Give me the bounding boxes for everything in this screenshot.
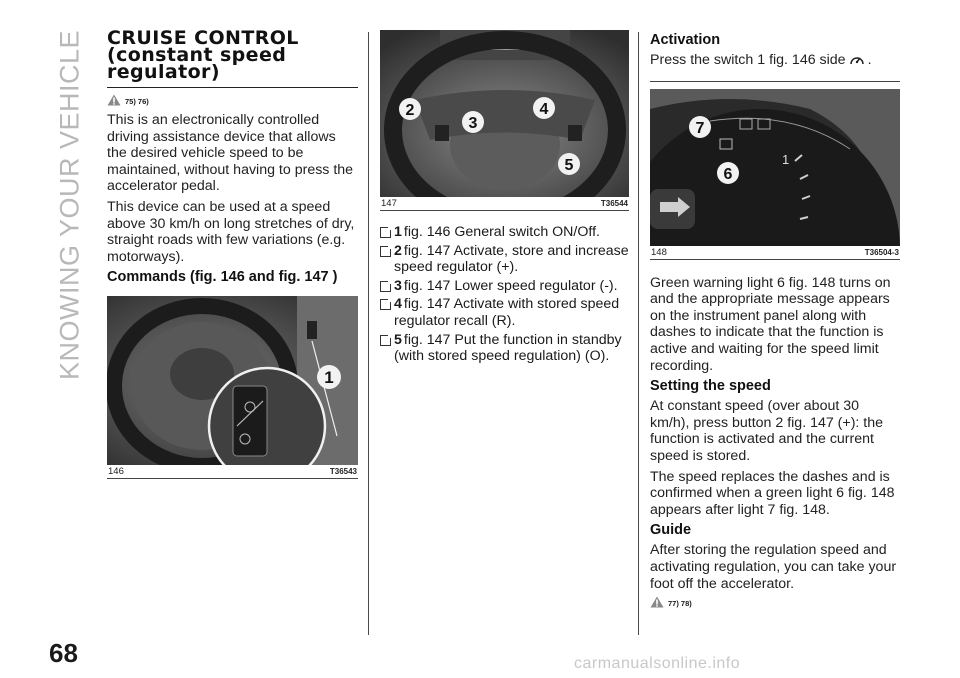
figure-146	[107, 296, 358, 479]
green-light-paragraph: Green warning light 6 fig. 148 turns on and the appropriate message appears on the instrument panel along with dashes to indicate that the function is active and waiting for the speed limit recording.	[650, 274, 891, 374]
activation-text-end: .	[867, 52, 872, 68]
list-item	[380, 296, 629, 329]
warning-triangle-icon	[107, 94, 121, 106]
section-title	[107, 27, 358, 88]
figure-number: 147	[381, 198, 397, 209]
setting-paragraph: The speed replaces the dashes and is confirmed when a green light 6 fig. 148 appears after light 7 fig. 148.	[650, 468, 895, 518]
item-text: fig. 147 Activate with stored speed regulator recall (R).	[394, 296, 620, 329]
guide-heading: Guide	[650, 522, 692, 539]
warning-reference	[107, 94, 358, 106]
checkbox-icon	[380, 227, 391, 238]
item-number: 3	[394, 277, 402, 294]
title-line: (constant speed	[107, 44, 287, 66]
warning-refs[interactable]: 77) 78)	[668, 599, 692, 609]
figure-code: T36544	[600, 199, 628, 208]
guide-paragraph: After storing the regulation speed and activating regulation, you can take your foot off the accelerator.	[650, 542, 897, 592]
item-number: 1	[394, 224, 402, 240]
callout-7: 7	[695, 119, 705, 137]
item-number: 4	[394, 296, 402, 313]
figure-code: T36543	[329, 467, 357, 477]
item-number: 5	[394, 331, 402, 348]
column-1	[107, 27, 358, 479]
section-side-title: KNOWING YOUR VEHICLE	[54, 30, 85, 381]
commands-heading: Commands (fig. 146 and fig. 147 )	[107, 269, 338, 286]
column-3	[650, 30, 900, 614]
figure-caption	[650, 246, 900, 259]
figure-image	[650, 89, 900, 246]
title-line: CRUISE CONTROL	[107, 27, 299, 49]
list-item	[380, 243, 629, 276]
figure-code: T36504-3	[864, 247, 899, 257]
steering-wheel-buttons-photo	[380, 30, 629, 197]
callout-2: 2	[405, 102, 415, 119]
cruise-control-icon	[848, 53, 866, 67]
command-list	[380, 224, 629, 365]
figure-147	[380, 30, 629, 211]
figure-number: 148	[651, 246, 667, 258]
list-item	[380, 332, 629, 365]
item-number: 2	[394, 242, 402, 259]
instrument-panel-photo	[650, 89, 900, 246]
setting-paragraph: At constant speed (over about 30 km/h), press button 2 fig. 147 (+): the function is activated and the current speed is stored.	[650, 398, 884, 464]
figure-caption	[380, 197, 629, 210]
callout-5: 5	[564, 157, 574, 174]
callout-1: 1	[324, 368, 334, 388]
checkbox-icon	[380, 246, 391, 257]
warning-reference	[650, 596, 900, 608]
list-item	[380, 224, 629, 241]
watermark[interactable]: carmanualsonline.info	[574, 655, 741, 672]
column-divider	[638, 32, 639, 635]
setting-speed-heading: Setting the speed	[650, 378, 771, 395]
figure-148	[650, 81, 900, 260]
warning-refs[interactable]: 75) 76)	[125, 97, 149, 106]
column-2	[380, 30, 629, 367]
list-item	[380, 278, 629, 295]
checkbox-icon	[380, 335, 391, 346]
gauge-label: 1	[782, 151, 790, 167]
activation-text: Press the switch 1 fig. 146 side	[650, 52, 846, 68]
intro-paragraph: This is an electronically controlled driving assistance device that allows the desired vehicle speed to be maintained, without having to press the accelerator pedal.	[107, 112, 354, 195]
callout-4: 4	[539, 101, 549, 118]
callout-3: 3	[468, 115, 478, 132]
item-text: fig. 147 Lower speed regulator (-).	[403, 277, 618, 294]
item-text: fig. 147 Put the function in standby (with stored speed regulation) (O).	[394, 331, 622, 365]
page-number: 68	[49, 638, 78, 668]
activation-paragraph	[650, 52, 900, 69]
figure-image	[107, 296, 358, 465]
checkbox-icon	[380, 281, 391, 292]
warning-triangle-icon	[650, 596, 664, 608]
intro-paragraph: This device can be used at a speed above 30 km/h on long stretches of dry, straight roads with few variations (e.g. motorways).	[107, 198, 355, 265]
steering-wheel-switch-photo	[107, 296, 358, 465]
figure-caption	[107, 465, 358, 478]
activation-heading: Activation	[650, 32, 721, 48]
item-text: fig. 147 Activate, store and increase speed regulator (+).	[394, 242, 629, 276]
title-line: regulator)	[107, 61, 220, 83]
item-text: fig. 146 General switch ON/Off.	[403, 224, 600, 240]
figure-number: 146	[108, 466, 124, 478]
callout-6: 6	[723, 165, 733, 183]
column-divider	[368, 32, 369, 635]
checkbox-icon	[380, 299, 391, 310]
figure-image	[380, 30, 629, 197]
